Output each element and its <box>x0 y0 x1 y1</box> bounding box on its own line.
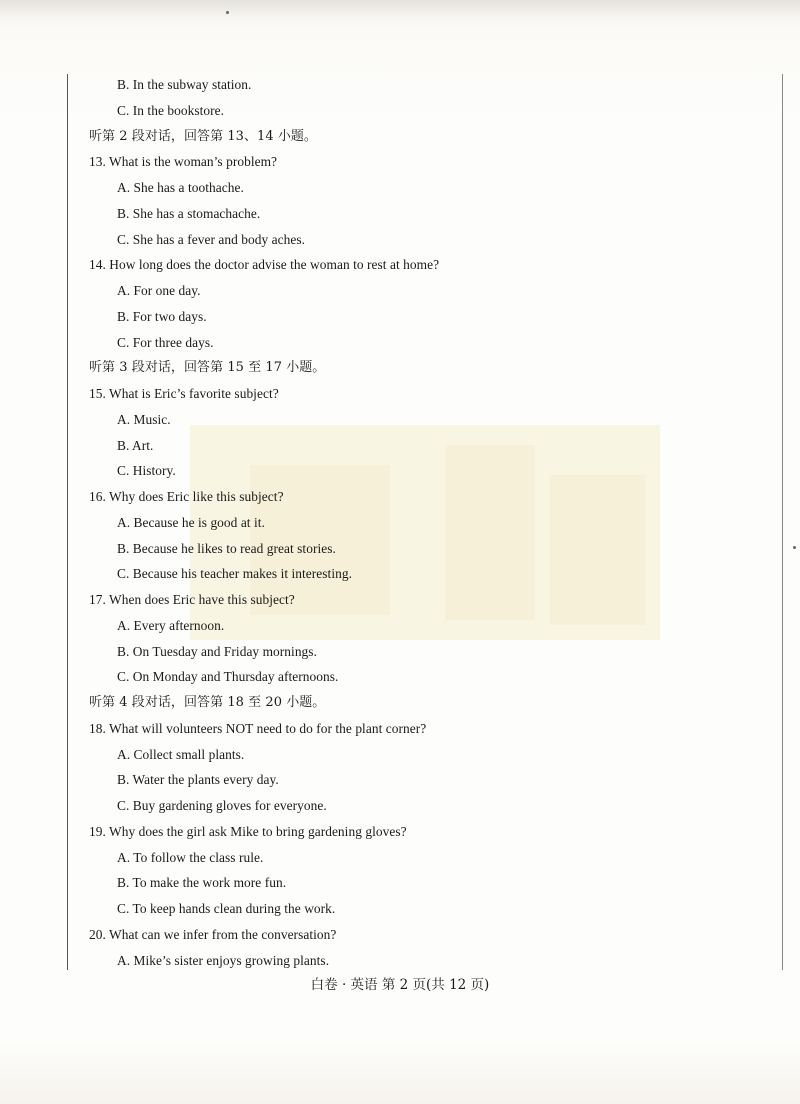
question-text: 13. What is the woman’s problem? <box>89 154 278 170</box>
question-text: 14. How long does the doctor advise the woman to rest at home? <box>89 257 440 273</box>
answer-option: B. To make the work more fun. <box>117 875 287 891</box>
question-text: 19. Why does the girl ask Mike to bring gardening gloves? <box>89 823 407 839</box>
answer-option: C. In the bookstore. <box>117 102 224 118</box>
answer-option: A. She has a toothache. <box>117 180 244 195</box>
answer-option: A. To follow the class rule. <box>117 849 264 865</box>
answer-option: B. Because he likes to read great stories. <box>117 540 336 556</box>
answer-option: A. Because he is good at it. <box>117 514 265 530</box>
section-instruction: 听第 4 段对话，回答第 18 至 20 小题。 <box>89 695 326 710</box>
answer-option: A. Mike’s sister enjoys growing plants. <box>117 952 330 968</box>
scan-speck <box>793 546 796 549</box>
section-instruction: 听第 2 段对话，回答第 13、14 小题。 <box>89 128 317 144</box>
answer-option: C. She has a fever and body aches. <box>117 231 305 247</box>
answer-option: B. Art. <box>117 437 154 453</box>
answer-option: B. Water the plants every day. <box>117 772 279 788</box>
question-text: 18. What will volunteers NOT need to do for the plant corner? <box>89 720 427 736</box>
question-text: 20. What can we infer from the conversation? <box>89 926 337 942</box>
answer-option: B. On Tuesday and Friday mornings. <box>117 643 317 659</box>
left-margin-rule <box>67 74 68 970</box>
answer-option: A. For one day. <box>117 283 201 298</box>
page-footer: 白卷 · 英语 第 2 页(共 12 页) <box>310 977 490 993</box>
answer-option: C. Buy gardening gloves for everyone. <box>117 798 327 813</box>
answer-option: C. Because his teacher makes it interesting. <box>117 566 352 582</box>
answer-option: A. Music. <box>117 411 171 427</box>
question-text: 16. Why does Eric like this subject? <box>89 489 284 504</box>
answer-option: A. Every afternoon. <box>117 617 225 633</box>
answer-option: B. For two days. <box>117 308 207 324</box>
question-text: 15. What is Eric’s favorite subject? <box>89 386 279 401</box>
scan-speck <box>226 11 229 14</box>
answer-option: A. Collect small plants. <box>117 746 245 762</box>
answer-option: C. For three days. <box>117 334 214 350</box>
section-instruction: 听第 3 段对话，回答第 15 至 17 小题。 <box>89 360 326 376</box>
answer-option: C. History. <box>117 463 176 479</box>
answer-option: B. She has a stomachache. <box>117 205 261 221</box>
answer-option: B. In the subway station. <box>117 77 252 92</box>
answer-option: C. On Monday and Thursday afternoons. <box>117 669 339 685</box>
scan-top-shadow <box>0 0 800 18</box>
answer-option: C. To keep hands clean during the work. <box>117 901 336 916</box>
right-margin-rule <box>782 74 783 970</box>
question-text: 17. When does Eric have this subject? <box>89 592 295 607</box>
